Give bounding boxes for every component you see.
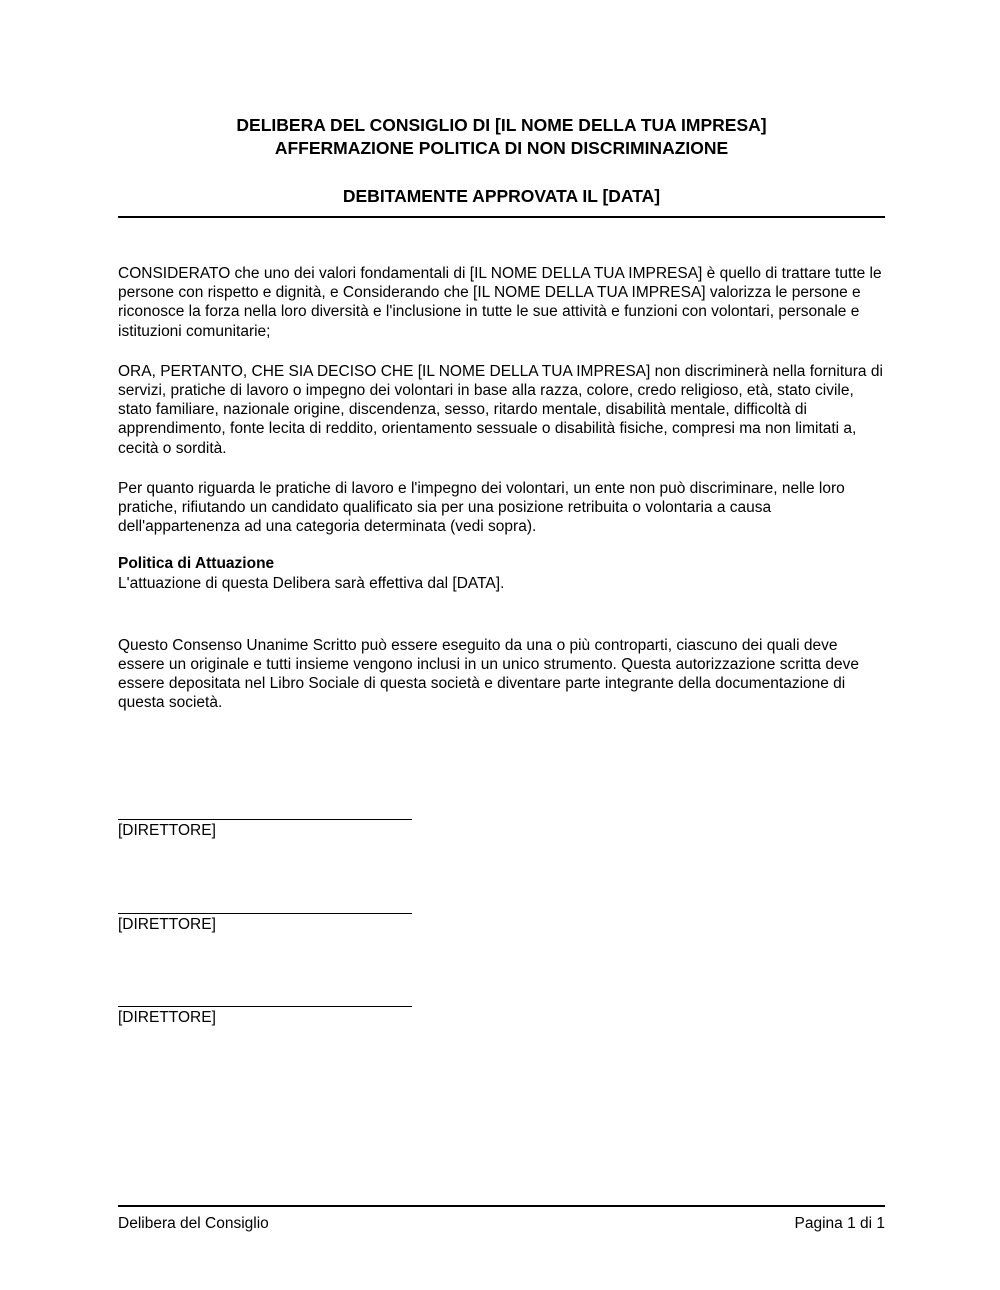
signature-label-3: [DIRETTORE] xyxy=(118,1009,216,1027)
document-subtitle: DEBITAMENTE APPROVATA IL [DATA] xyxy=(342,186,661,206)
signature-block-2 xyxy=(118,913,412,934)
signature-block-3 xyxy=(118,1006,412,1027)
paragraph-consenso-unanime: Questo Consenso Unanime Scritto può essere eseguito da una o più controparti, ciascuno dei quali deve essere un originale e tutti insieme vengono inclusi in un unico strumento. Questa autorizzazione scritta deve essere depositata nel Libro Sociale di questa società e diventare parte integrante della documentazione di questa società. xyxy=(118,636,859,712)
footer-document-name: Delibera del Consiglio xyxy=(118,1215,269,1232)
footer-page-number: Pagina 1 di 1 xyxy=(794,1215,885,1232)
paragraph-ora-pertanto: ORA, PERTANTO, CHE SIA DECISO CHE [IL NOME DELLA TUA IMPRESA] non discriminerà nella fornitura di servizi, pratiche di lavoro o impegno dei volontari in base alla razza, colore, credo religioso, età, stato civile, stato familiare, nazionale origine, discendenza, sesso, ritardo mentale, disabilità mentale, difficoltà di apprendimento, fonte lecita di reddito, orientamento sessuale o disabilità fisiche, compresi ma non limitati a, cecità o sordità. xyxy=(118,362,883,457)
signature-label-1: [DIRETTORE] xyxy=(118,821,216,839)
paragraph-considerato: CONSIDERATO che uno dei valori fondamentali di [IL NOME DELLA TUA IMPRESA] è quello di trattare tutte le persone con rispetto e dignità, e Considerando che [IL NOME DELLA TUA IMPRESA] valorizza le persone e riconosce la forza nella loro diversità e l'inclusione in tutte le sue attività e funzioni con volontari, personale e istituzioni comunitarie; xyxy=(118,265,882,340)
signature-label-2: [DIRETTORE] xyxy=(118,915,216,933)
title-line-2: AFFERMAZIONE POLITICA DI NON DISCRIMINAZIONE xyxy=(274,138,729,158)
header-rule xyxy=(118,216,885,218)
page-footer xyxy=(118,1205,885,1233)
title-line-1: DELIBERA DEL CONSIGLIO DI [IL NOME DELLA TUA IMPRESA] xyxy=(236,115,767,135)
section-heading-politica-attuazione: Politica di Attuazione xyxy=(118,555,275,573)
signature-block-1 xyxy=(118,819,412,840)
document-title xyxy=(118,0,885,160)
section-body-attuazione: L'attuazione di questa Delibera sarà effettiva dal [DATA]. xyxy=(118,574,505,592)
paragraph-pratiche-lavoro: Per quanto riguarda le pratiche di lavoro e l'impegno dei volontari, un ente non può discriminare, nelle loro pratiche, rifiutando un candidato qualificato sia per una posizione retribuita o volontaria a causa dell'appartenenza ad una categoria determinata (vedi sopra). xyxy=(118,479,845,536)
